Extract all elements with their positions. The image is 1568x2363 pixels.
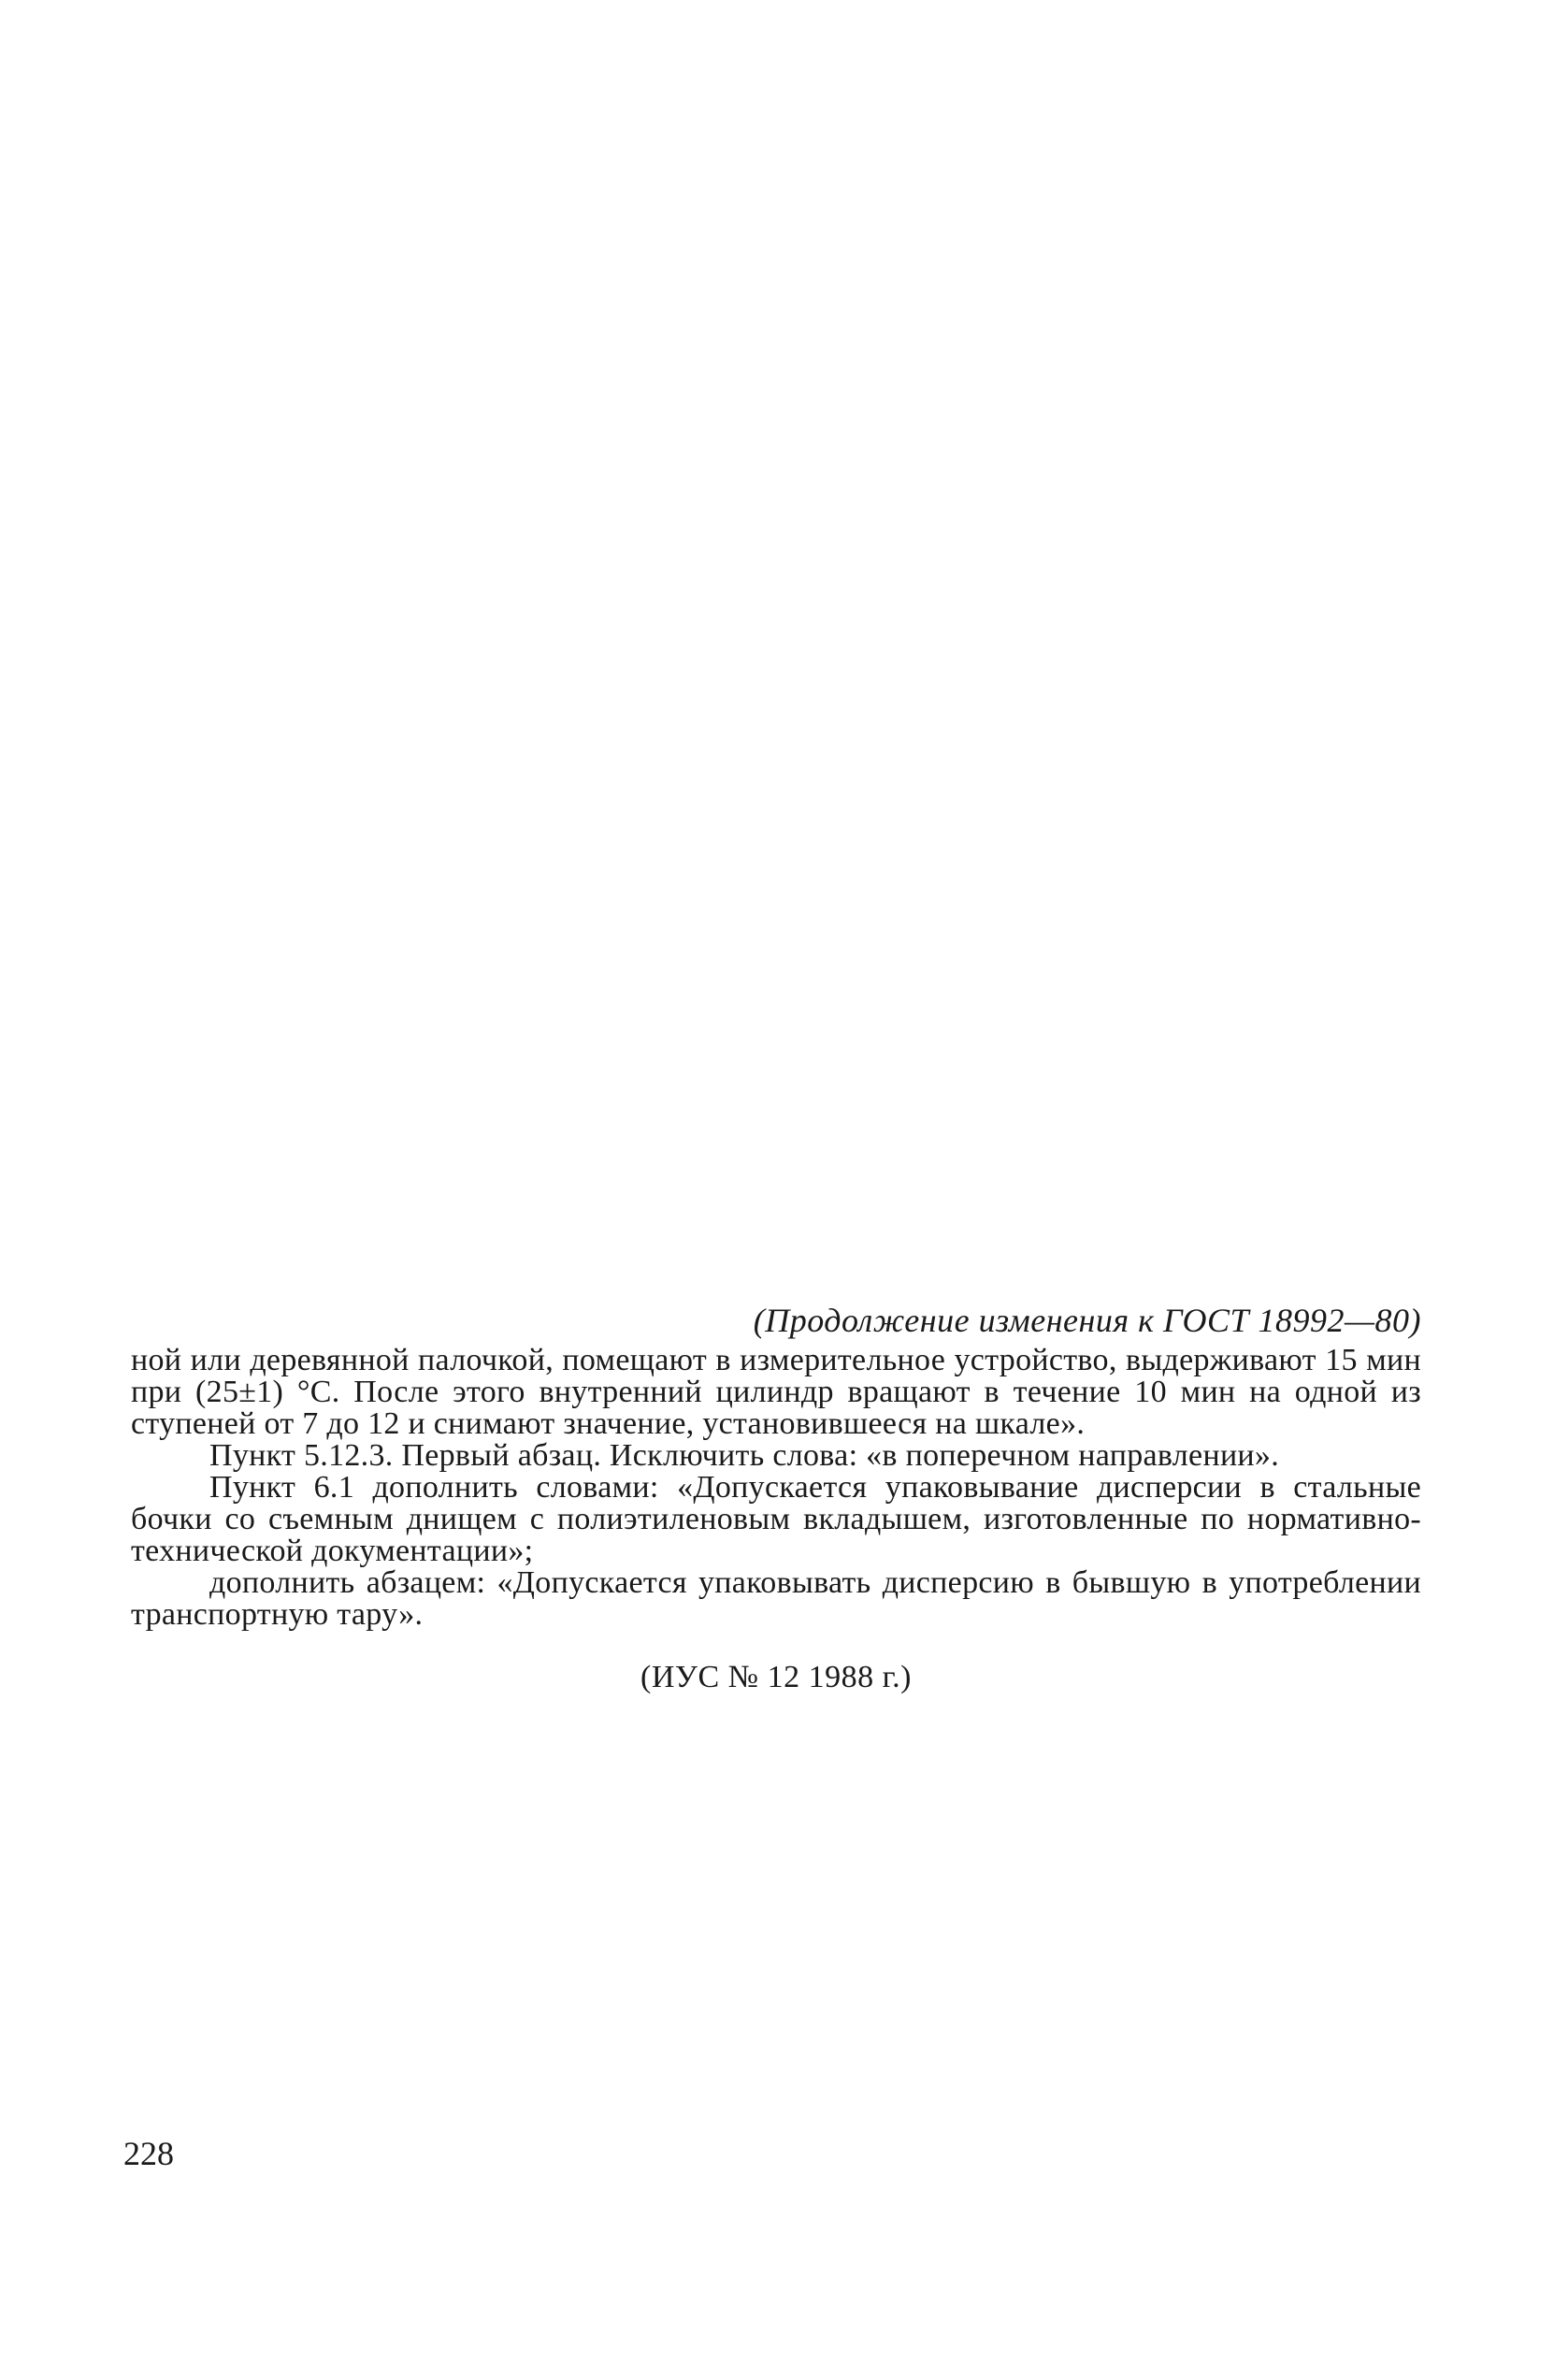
page-number: 228 — [123, 2135, 174, 2172]
document-body — [131, 1300, 1421, 1696]
paragraph-clause-6-1: Пункт 6.1 дополнить словами: «Допускается упаковывание дисперсии в стальные бочки со съемным днищем с полиэтиленовым вкладышем, изготовленные по нормативно-технической документации»; — [131, 1470, 1421, 1568]
continuation-header: (Продолжение изменения к ГОСТ 18992—80) — [753, 1302, 1421, 1339]
source-citation: (ИУС № 12 1988 г.) — [640, 1660, 912, 1694]
amendment-text — [131, 1345, 1421, 1631]
paragraph-clause-5-12-3: Пункт 5.12.3. Первый абзац. Исключить слова: «в поперечном направлении». — [209, 1438, 1280, 1473]
paragraph-additional-clause: дополнить абзацем: «Допускается упаковывать дисперсию в бывшую в употреблении транспортную тару». — [131, 1565, 1421, 1632]
paragraph-test-method: ной или деревянной палочкой, помещают в измерительное устройство, выдерживают 15 мин при (25±1) °С. После этого внутренний цилиндр вращают в течение 10 мин на одной из ступеней от 7 до 12 и снимают значение, установившееся на шкале». — [131, 1343, 1421, 1441]
